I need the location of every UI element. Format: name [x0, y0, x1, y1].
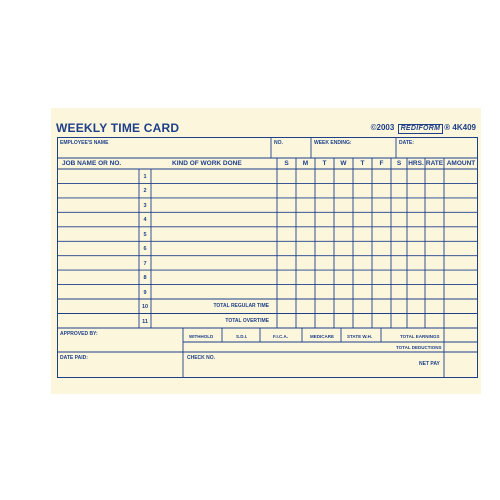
- amount-header: AMOUNT: [446, 160, 476, 167]
- approved-by-field[interactable]: APPROVED BY:: [60, 331, 98, 337]
- date-paid-field[interactable]: DATE PAID:: [60, 355, 88, 361]
- row-number: 10: [141, 304, 149, 310]
- day-header-wed: W: [340, 160, 347, 167]
- brand-logo: REDIFORM: [398, 124, 444, 134]
- sdi-label: S.D.I.: [236, 334, 248, 339]
- total-overtime-label: TOTAL OVERTIME: [225, 318, 269, 324]
- row-number: 11: [142, 318, 148, 325]
- net-pay-label: NET PAY: [419, 361, 440, 367]
- model-number: ® 4K409: [444, 123, 476, 132]
- fica-label: F.I.C.A.: [273, 334, 289, 339]
- row-number: 4: [143, 217, 147, 224]
- total-regular-time-label: TOTAL REGULAR TIME: [213, 303, 269, 309]
- row-number: 6: [143, 246, 147, 253]
- employee-name-field[interactable]: EMPLOYEE'S NAME: [60, 140, 109, 146]
- hrs-header: HRS.: [408, 160, 424, 167]
- row-number: 8: [143, 275, 147, 282]
- card-title: WEEKLY TIME CARD: [56, 121, 180, 135]
- job-name-header: JOB NAME OR NO.: [62, 160, 122, 167]
- day-header-fri: F: [379, 160, 384, 167]
- row-number: 5: [143, 231, 147, 238]
- employee-no-field[interactable]: NO.: [274, 140, 283, 146]
- rate-header: RATE: [425, 160, 444, 167]
- day-header-tue: T: [322, 160, 327, 167]
- day-header-thu: T: [360, 160, 365, 167]
- row-number: 9: [143, 289, 147, 296]
- day-header-mon: M: [302, 160, 309, 167]
- row-number: 3: [143, 202, 147, 209]
- date-field[interactable]: DATE:: [399, 140, 414, 146]
- check-no-field[interactable]: CHECK NO.: [187, 355, 216, 361]
- day-header-sat: S: [396, 160, 402, 167]
- withhold-label: WITHHOLD: [189, 334, 214, 339]
- copyright-text: ©2003: [370, 123, 395, 132]
- row-number: 7: [143, 260, 147, 267]
- total-earnings-label: TOTAL EARNINGS: [400, 334, 440, 339]
- state-wh-label: STATE W.H.: [347, 334, 373, 339]
- day-header-sun: S: [284, 160, 289, 167]
- medicare-label: MEDICARE: [310, 334, 335, 339]
- kind-of-work-header: KIND OF WORK DONE: [172, 160, 242, 167]
- row-number: 2: [143, 188, 147, 195]
- total-deductions-label: TOTAL DEDUCTIONS: [396, 345, 442, 350]
- row-number: 1: [143, 174, 147, 180]
- week-ending-field[interactable]: WEEK ENDING:: [314, 140, 352, 146]
